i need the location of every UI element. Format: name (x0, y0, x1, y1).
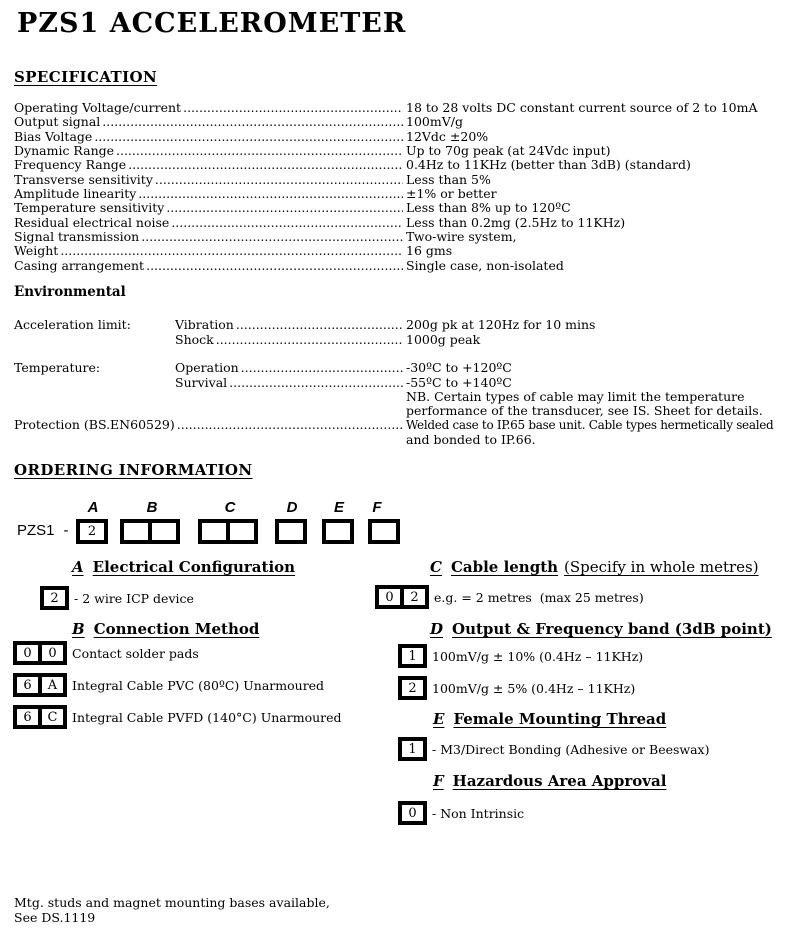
env-value: 1000g peak (406, 331, 481, 347)
spec-label: Operating Voltage/current (14, 101, 182, 115)
section-e-heading (433, 710, 666, 728)
section-title: Female Mounting Thread (453, 710, 667, 728)
spec-label: Dynamic Range (14, 144, 115, 159)
option-row (13, 705, 342, 729)
code-cell (148, 519, 180, 544)
dotted-leader (171, 216, 403, 230)
option-row (375, 585, 644, 609)
environmental-heading: Environmental (14, 284, 126, 300)
option-row (40, 586, 194, 610)
option-code-box (13, 641, 67, 665)
option-cell: A (38, 673, 67, 697)
page-title: PZS1 ACCELEROMETER (17, 8, 407, 39)
env-note-line: NB. Certain types of cable may limit the temperature (406, 388, 745, 404)
code-box-f (368, 519, 400, 544)
section-title-suffix: (Specify in whole metres) (564, 558, 759, 576)
env-group-label: Acceleration limit: (14, 317, 131, 332)
option-code-box (40, 586, 69, 610)
spec-row (14, 158, 804, 172)
option-text: 100mV/g ± 5% (0.4Hz – 11KHz) (432, 680, 636, 696)
spec-value: Less than 0.2mg (2.5Hz to 11KHz) (406, 214, 626, 230)
spec-value: Up to 70g peak (at 24Vdc input) (406, 143, 611, 159)
spec-value: 100mV/g (406, 114, 463, 130)
specification-list (14, 101, 804, 273)
spec-label: Weight (14, 244, 59, 259)
spec-value: 18 to 28 volts DC constant current source of 2 to 10mA (406, 100, 758, 115)
code-cell: 2 (76, 519, 108, 544)
option-cell: 2 (400, 585, 429, 609)
option-cell: 0 (398, 801, 427, 825)
option-code-box (13, 673, 67, 697)
dotted-leader (236, 318, 403, 332)
dotted-leader (128, 158, 403, 172)
dotted-leader (177, 418, 403, 432)
code-cell (322, 519, 354, 544)
spec-value: 12Vdc ±20% (406, 128, 489, 144)
option-text: Contact solder pads (72, 645, 199, 661)
option-cell: 1 (398, 737, 427, 761)
option-cell: 2 (40, 586, 69, 610)
dotted-leader (116, 144, 403, 158)
option-text: - Non Intrinsic (432, 805, 525, 821)
spec-row (14, 201, 804, 215)
option-row (398, 737, 709, 761)
option-row (398, 644, 643, 668)
spec-row (14, 173, 804, 187)
code-letter-f: F (372, 499, 382, 516)
dotted-leader (102, 115, 403, 129)
option-code-box (375, 585, 429, 609)
prefix-dash: - (63, 522, 69, 539)
dotted-leader (60, 244, 403, 258)
section-title: Hazardous Area Approval (452, 772, 667, 790)
section-letter: F (433, 772, 444, 790)
protection-row (14, 418, 804, 432)
spec-value: 16 gms (406, 243, 453, 259)
option-text: Integral Cable PVC (80ºC) Unarmoured (72, 677, 325, 693)
env-sub-label: Vibration (175, 318, 234, 332)
dotted-leader (146, 259, 403, 273)
protection-value-line2: and bonded to IP.66. (406, 431, 536, 447)
env-row (14, 376, 804, 390)
spec-label: Temperature sensitivity (14, 201, 165, 216)
spec-value: Less than 5% (406, 171, 491, 187)
option-cell: 6 (13, 673, 42, 697)
spec-row (14, 244, 804, 258)
code-letter-c: C (224, 499, 236, 516)
option-text: 100mV/g ± 10% (0.4Hz – 11KHz) (432, 648, 644, 664)
option-cell: C (38, 705, 67, 729)
option-code-box (398, 676, 427, 700)
option-text: - 2 wire ICP device (74, 590, 194, 606)
spec-value: Two-wire system, (406, 229, 517, 245)
code-cell (368, 519, 400, 544)
option-code-box (13, 705, 67, 729)
footer-note (14, 896, 330, 925)
section-title: Electrical Configuration (92, 558, 296, 576)
code-cell (275, 519, 307, 544)
code-box-c (198, 519, 258, 544)
footer-line: See DS.1119 (14, 909, 96, 925)
option-text: Integral Cable PVFD (140°C) Unarmoured (72, 709, 342, 725)
dotted-leader (138, 187, 403, 201)
env-row (14, 318, 804, 332)
env-sub-label: Survival (175, 375, 228, 390)
dotted-leader (141, 230, 403, 244)
spec-label: Residual electrical noise (14, 215, 170, 230)
spec-label: Transverse sensitivity (14, 172, 153, 187)
option-cell: 6 (13, 705, 42, 729)
dotted-leader (183, 101, 403, 115)
footer-line: Mtg. studs and magnet mounting bases available, (14, 895, 330, 910)
dotted-leader (155, 173, 403, 187)
spec-value: 0.4Hz to 11KHz (better than 3dB) (standard) (406, 157, 691, 173)
section-d-heading (430, 620, 772, 638)
specification-heading: SPECIFICATION (14, 68, 158, 86)
env-row (14, 333, 804, 347)
protection-label: Protection (BS.EN60529) (14, 418, 175, 432)
ordering-heading: ORDERING INFORMATION (14, 461, 253, 479)
option-cell: 0 (375, 585, 404, 609)
option-cell: 1 (398, 644, 427, 668)
spec-label: Bias Voltage (14, 129, 93, 144)
spec-label: Amplitude linearity (14, 187, 137, 202)
section-letter: B (72, 620, 85, 638)
env-note-line: performance of the transducer, see IS. Sheet for details. (406, 403, 763, 418)
spec-row (14, 130, 804, 144)
env-value: -55ºC to +140ºC (406, 374, 512, 390)
spec-value: Less than 8% up to 120ºC (406, 200, 571, 216)
option-row (398, 801, 524, 825)
spec-row (14, 101, 804, 115)
protection-value: Welded case to IP.65 base unit. Cable types hermetically sealed (406, 418, 774, 432)
section-a-heading (72, 558, 295, 576)
section-letter: E (433, 710, 445, 728)
spec-row (14, 115, 804, 129)
spec-label: Casing arrangement (14, 258, 145, 273)
option-row (398, 676, 635, 700)
spec-row (14, 187, 804, 201)
section-letter: C (430, 558, 442, 576)
env-row (14, 361, 804, 375)
section-c-heading (430, 558, 759, 576)
section-title: Output & Frequency band (3dB point) (452, 620, 772, 638)
code-cell (226, 519, 258, 544)
spec-label: Frequency Range (14, 158, 127, 173)
spec-row (14, 144, 804, 158)
option-code-box (398, 801, 427, 825)
dotted-leader (216, 333, 403, 347)
spec-value: ±1% or better (406, 186, 497, 202)
section-title: Connection Method (93, 620, 260, 638)
env-group-label: Temperature: (14, 360, 101, 375)
option-code-box (398, 644, 427, 668)
spec-label: Output signal (14, 115, 101, 130)
env-sub-label: Shock (175, 332, 214, 347)
section-letter: D (430, 620, 444, 638)
option-row (13, 673, 324, 697)
code-letter-d: D (286, 499, 298, 516)
option-row (13, 641, 199, 665)
env-sub-label: Operation (175, 361, 239, 375)
code-letter-a: A (87, 499, 99, 516)
spec-value: Single case, non-isolated (406, 257, 564, 273)
option-cell: 2 (398, 676, 427, 700)
spec-label: Signal transmission (14, 230, 140, 245)
code-box-d (275, 519, 307, 544)
dotted-leader (229, 376, 403, 390)
section-b-heading (72, 620, 259, 638)
dotted-leader (166, 201, 403, 215)
env-value: 200g pk at 120Hz for 10 mins (406, 317, 596, 332)
code-box-e (322, 519, 354, 544)
spec-row (14, 259, 804, 273)
option-code-box (398, 737, 427, 761)
section-f-heading (433, 772, 666, 790)
dotted-leader (241, 361, 403, 375)
code-letter-b: B (146, 499, 158, 516)
order-code-prefix (17, 522, 69, 539)
option-cell: 0 (38, 641, 67, 665)
section-letter: A (72, 558, 84, 576)
option-text: - M3/Direct Bonding (Adhesive or Beeswax) (432, 741, 710, 757)
option-cell: 0 (13, 641, 42, 665)
code-box-b (120, 519, 180, 544)
model-prefix: PZS1 (17, 522, 55, 539)
spec-row (14, 230, 804, 244)
option-text: e.g. = 2 metres (max 25 metres) (434, 589, 644, 605)
code-letter-e: E (333, 499, 344, 516)
dotted-leader (94, 130, 403, 144)
code-box-a (76, 519, 108, 544)
env-value: -30ºC to +120ºC (406, 360, 512, 375)
spec-row (14, 216, 804, 230)
section-title: Cable length (450, 558, 559, 576)
